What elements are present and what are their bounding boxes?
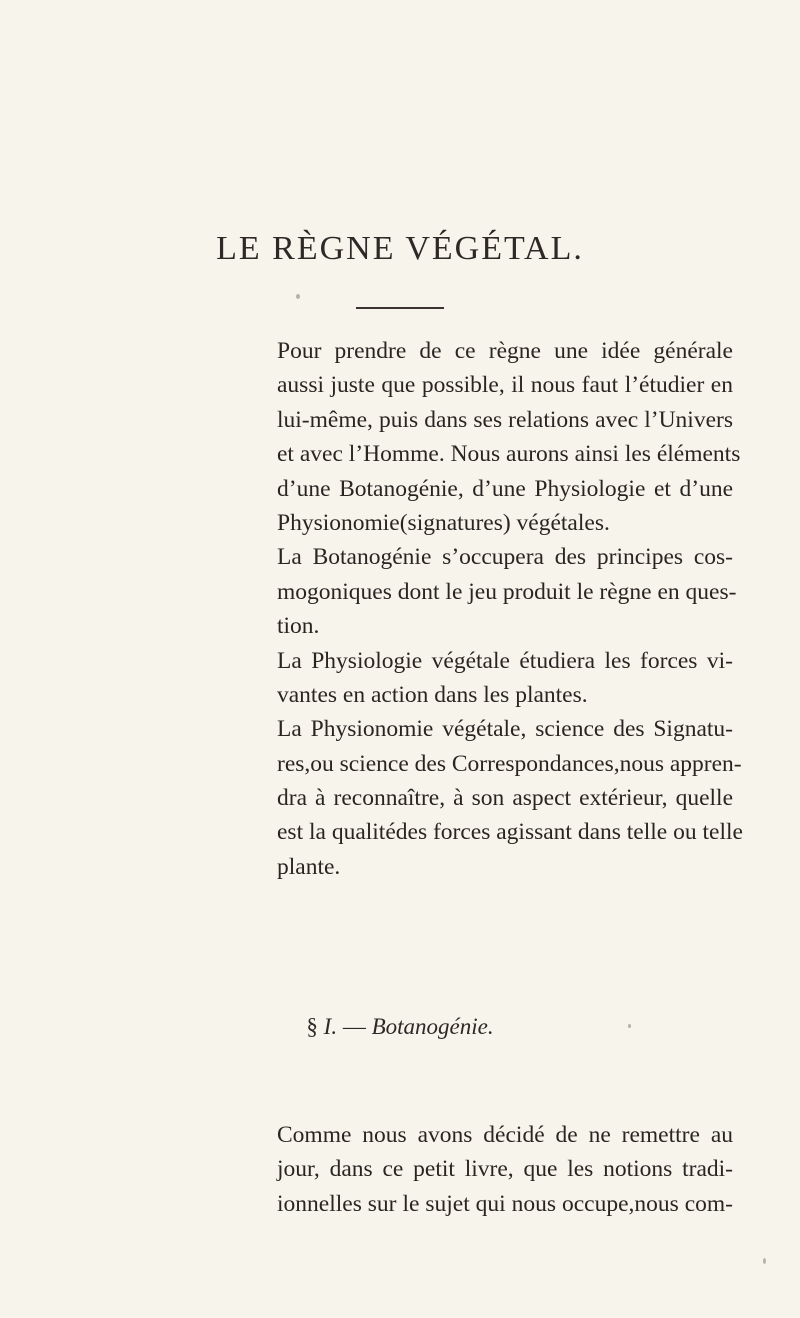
text-line: lui-même, puis dans ses relations avec l’Univers [277,406,733,433]
text-line: et avec l’Homme. Nous aurons ainsi les éléments [277,441,741,468]
text-line: ionnelles sur le sujet qui nous occupe,nous com- [277,1190,733,1217]
text-line: Pour prendre de ce règne une idée générale [277,338,733,364]
paper-speck [296,294,300,299]
paper-speck [628,1024,631,1028]
title-divider-rule [356,307,444,309]
section-name: Botanogénie. [371,1014,494,1039]
text-line: mogoniques dont le jeu produit le règne en ques- [277,578,737,605]
section-separator: — [342,1014,366,1039]
text-line: dra à reconnaître, à son aspect extérieur, quelle [277,785,733,812]
text-line: vantes en action dans les plantes. [277,681,588,708]
text-line: d’une Botanogénie, d’une Physiologie et d’une [277,475,733,502]
text-line: Comme nous avons décidé de ne remettre au [277,1122,733,1148]
section-heading [0,1014,800,1040]
text-line: aussi juste que possible, il nous faut l’étudier en [277,372,733,399]
text-line: tion. [277,613,320,640]
text-line: La Physionomie végétale, science des Signatu- [277,716,733,743]
text-line: La Physiologie végétale étudiera les forces vi- [277,647,733,674]
text-line: Physionomie(signatures) végétales. [277,509,610,536]
section-symbol: § [306,1014,318,1039]
text-line: est la qualitédes forces agissant dans telle ou telle [277,819,743,846]
text-line: jour, dans ce petit livre, que les notions tradi- [277,1156,733,1183]
section-paragraph [277,1118,733,1221]
text-line: La Botanogénie s’occupera des principes cos- [277,544,733,571]
text-line: res,ou science des Correspondances,nous appren- [277,750,742,777]
paper-speck [763,1258,766,1264]
section-number: I. [323,1014,338,1039]
chapter-title: LE RÈGNE VÉGÉTAL. [216,230,584,267]
intro-paragraphs [277,334,743,884]
text-line: plante. [277,853,341,880]
